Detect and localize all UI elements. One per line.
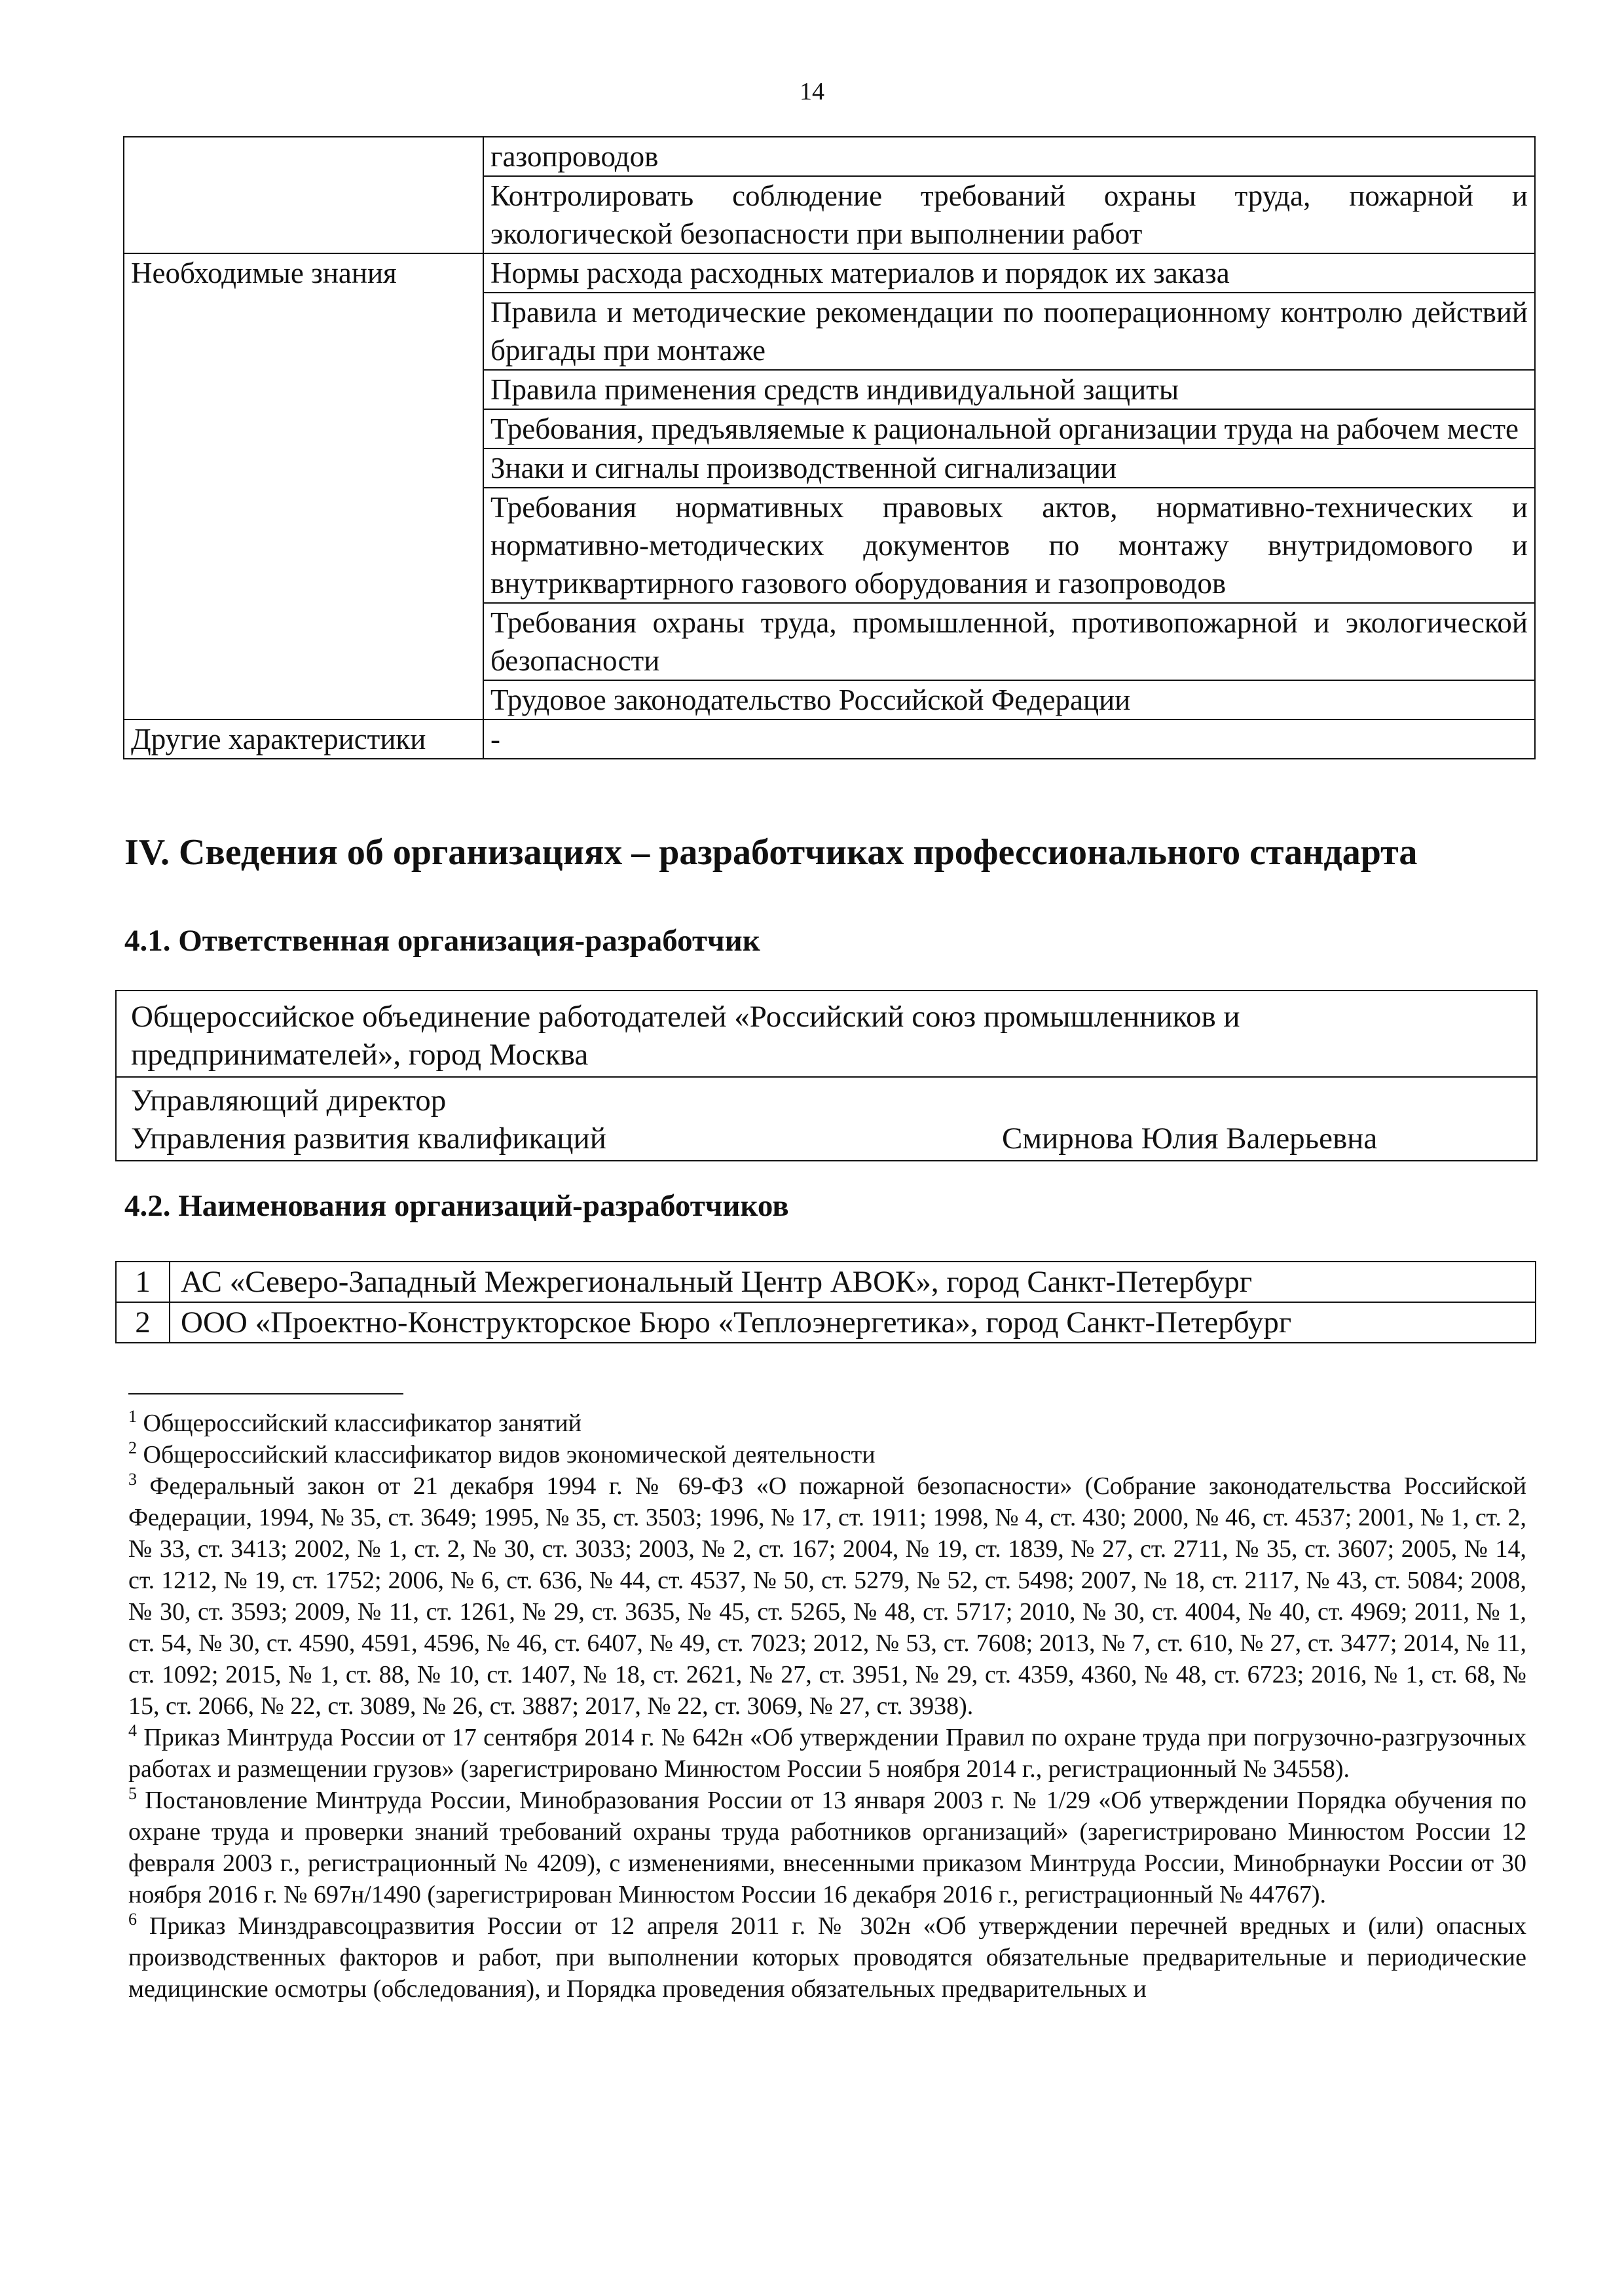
footnote-mark: 2	[128, 1438, 137, 1457]
position-line: Управления развития квалификаций	[131, 1121, 606, 1156]
page-number: 14	[800, 78, 824, 105]
table-row	[124, 253, 1535, 293]
footnote-text: Федеральный закон от 21 декабря 1994 г. № 69-ФЗ «О пожарной безопасности» (Собрание законодательства Российской Федерации, 1994, № 35, ст. 3649; 1995, № 35, ст. 3503; 1996, № 17, ст. 1911; 1998, № 4, ст. 430; 2000, № 46, ст. 4537; 2001, № 1, ст. 2, № 33, ст. 3413; 2002, № 1, ст. 2, № 30, ст. 3033; 2003, № 2, ст. 167; 2004, № 19, ст. 1839, № 27, ст. 2711, № 35, ст. 3607; 2005, № 14, ст. 1212, № 19, ст. 1752; 2006, № 6, ст. 636, № 44, ст. 4537, № 50, ст. 5279, № 52, ст. 5498; 2007, № 18, ст. 2117, № 43, ст. 5084; 2008, № 30, ст. 3593; 2009, № 11, ст. 1261, № 29, ст. 3635, № 45, ст. 5265, № 48, ст. 5717; 2010, № 30, ст. 4004, № 40, ст. 4969; 2011, № 1, ст. 54, № 30, ст. 4590, 4591, 4596, № 46, ст. 6407, № 49, ст. 7023; 2012, № 53, ст. 7608; 2013, № 7, ст. 610, № 27, ст. 3477; 2014, № 11, ст. 1092; 2015, № 1, ст. 88, № 10, ст. 1407, № 18, ст. 2621, № 27, ст. 3951, № 29, ст. 4359, 4360, № 48, ст. 6723; 2016, № 1, ст. 68, № 15, ст. 2066, № 22, ст. 3089, № 26, ст. 3887; 2017, № 22, ст. 3069, № 27, ст. 3938).	[128, 1472, 1527, 1720]
footnote-mark: 3	[128, 1470, 137, 1489]
footnote-mark: 6	[128, 1910, 137, 1929]
footnote-text: Приказ Минтруда России от 17 сентября 2014 г. № 642н «Об утверждении Правил по охране труда при погрузочно-разгрузочных работах и размещении грузов» (зарегистрировано Минюстом России 5 ноября 2014 г., регистрационный № 34558).	[128, 1724, 1527, 1783]
signee-name: Смирнова Юлия Валерьевна	[1002, 1121, 1378, 1156]
row-text: Требования нормативных правовых актов, нормативно-технических и нормативно-методических документов по монтажу внутридомового и внутриквартирного газового оборудования и газопроводов	[483, 488, 1535, 603]
responsible-org-box	[115, 990, 1538, 1161]
developer-orgs-table	[115, 1261, 1536, 1343]
org-name: ООО «Проектно-Конструкторское Бюро «Теплоэнергетика», город Санкт-Петербург	[170, 1302, 1536, 1343]
footnote	[128, 1408, 1526, 1439]
footnote-text: Приказ Минздравсоцразвития России от 12 апреля 2011 г. № 302н «Об утверждении перечней вредных и (или) опасных производственных факторов и работ, при выполнении которых проводятся обязательные предварительные и периодические медицинские осмотры (обследования), и Порядка проведения обязательных предварительных и	[128, 1912, 1526, 2003]
row-label-required-knowledge: Необходимые знания	[124, 253, 483, 720]
section-heading: IV. Сведения об организациях – разработчиках профессионального стандарта	[124, 832, 1418, 873]
org-name	[117, 991, 1536, 1078]
footnote-text: Общероссийский классификатор видов экономической деятельности	[143, 1441, 876, 1468]
org-name: АС «Северо-Западный Межрегиональный Центр АВОК», город Санкт-Петербург	[170, 1262, 1536, 1302]
footnote-text: Общероссийский классификатор занятий	[143, 1410, 581, 1437]
responsible-org-heading: 4.1. Ответственная организация-разработчик	[124, 924, 760, 958]
developer-orgs-heading: 4.2. Наименования организаций-разработчиков	[124, 1189, 789, 1223]
footnote	[128, 1470, 1526, 1722]
org-name-line: предпринимателей», город Москва	[131, 1038, 589, 1072]
footnote	[128, 1439, 1526, 1470]
footnote-divider	[128, 1393, 403, 1394]
table-row	[124, 720, 1535, 759]
footnote-mark: 4	[128, 1721, 137, 1740]
row-text: Правила применения средств индивидуальной защиты	[483, 370, 1535, 409]
row-text: газопроводов	[483, 137, 1535, 176]
row-label	[124, 137, 483, 253]
row-label-other-characteristics: Другие характеристики	[124, 720, 483, 759]
org-name-line: Общероссийское объединение работодателей «Российский союз промышленников и	[131, 1000, 1240, 1034]
row-number: 1	[116, 1262, 170, 1302]
table-row	[116, 1302, 1536, 1343]
org-signature-block	[117, 1078, 1536, 1160]
footnote-mark: 5	[128, 1784, 137, 1803]
footnote	[128, 1785, 1526, 1910]
row-text: Контролировать соблюдение требований охраны труда, пожарной и экологической безопасности при выполнении работ	[483, 176, 1535, 253]
row-text: Требования, предъявляемые к рациональной организации труда на рабочем месте	[483, 409, 1535, 448]
row-text: Требования охраны труда, промышленной, противопожарной и экологической безопасности	[483, 603, 1535, 680]
footnote	[128, 1910, 1526, 2005]
footnote-mark: 1	[128, 1407, 137, 1426]
position-line: Управляющий директор	[131, 1084, 447, 1118]
row-text: Трудовое законодательство Российской Федерации	[483, 680, 1535, 720]
row-text: -	[483, 720, 1535, 759]
row-text: Правила и методические рекомендации по пооперационному контролю действий бригады при монтаже	[483, 293, 1535, 370]
footnotes	[128, 1408, 1526, 2005]
footnote-text: Постановление Минтруда России, Минобразования России от 13 января 2003 г. № 1/29 «Об утверждении Порядка обучения по охране труда и проверки знаний требований охраны труда работников организаций» (зарегистрировано Минюстом России 12 февраля 2003 г., регистрационный № 4209), с изменениями, внесенными приказом Минтруда России, Минобрнауки России от 30 ноября 2016 г. № 697н/1490 (зарегистрирован Минюстом России 16 декабря 2016 г., регистрационный № 44767).	[128, 1787, 1527, 1908]
row-number: 2	[116, 1302, 170, 1343]
table-row	[124, 137, 1535, 176]
qualification-table	[123, 136, 1536, 759]
table-row	[116, 1262, 1536, 1302]
footnote	[128, 1722, 1526, 1785]
row-text: Знаки и сигналы производственной сигнализации	[483, 448, 1535, 488]
row-text: Нормы расхода расходных материалов и порядок их заказа	[483, 253, 1535, 293]
